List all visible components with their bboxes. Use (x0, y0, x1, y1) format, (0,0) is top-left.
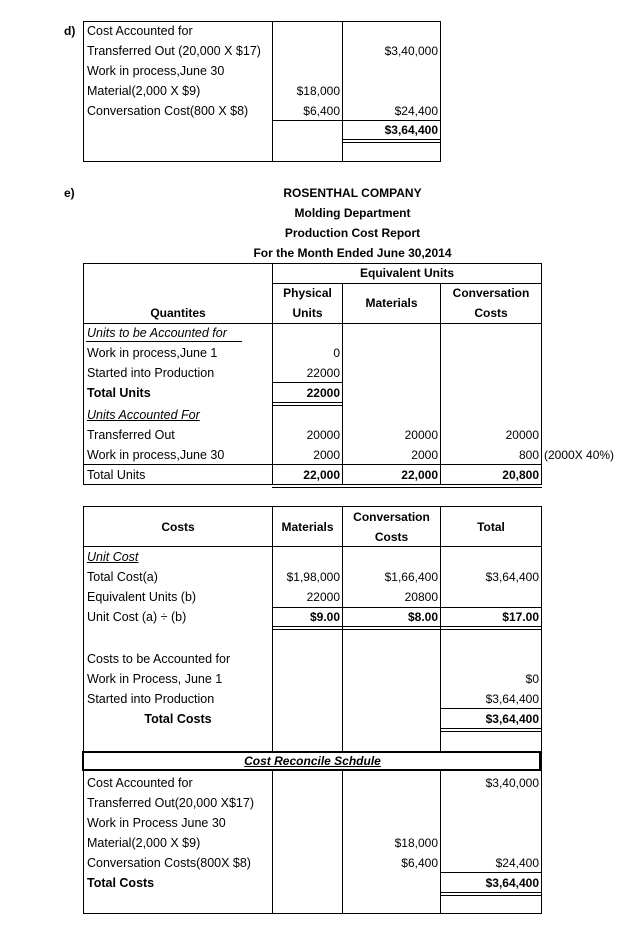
reconcile-title: Cost Reconcile Schdule (244, 754, 381, 768)
physical-value: 22,000 (303, 468, 340, 482)
costs-header: Costs (161, 520, 195, 534)
total-header: Total (477, 520, 505, 534)
total-value: $3,40,000 (485, 776, 539, 790)
physical-header-1: Physical (283, 286, 332, 300)
row-label: Work in process,June 30 (87, 448, 225, 462)
divider (541, 506, 542, 914)
conversion-header-2: Costs (474, 306, 508, 320)
row-label: Transferred Out (87, 428, 175, 442)
row-label: Work in Process, June 1 (87, 672, 223, 686)
divider (272, 629, 542, 630)
total-value: $3,64,400 (485, 692, 539, 706)
physical-value: 0 (333, 346, 340, 360)
divider (272, 405, 343, 406)
total-value: $0 (525, 672, 539, 686)
row-label: Total Units (87, 468, 146, 482)
row-label: Total Cost(a) (87, 570, 158, 584)
total-value: $3,64,400 (485, 712, 539, 726)
department-name: Molding Department (294, 206, 411, 220)
section-label: Units to be Accounted for (87, 326, 227, 340)
conversion-value: 20800 (404, 590, 438, 604)
total-value: $3,64,400 (485, 876, 539, 890)
part-d-label: d) (64, 24, 76, 38)
row-label: Costs to be Accounted for (87, 652, 231, 666)
row-label: Total Units (87, 386, 151, 400)
materials-value: $1,98,000 (286, 570, 340, 584)
row-label: Unit Cost (a) ÷ (b) (87, 610, 187, 624)
section-label: Unit Cost (87, 550, 139, 564)
materials-value: $9.00 (309, 610, 340, 624)
section-label: Units Accounted For (87, 408, 200, 422)
grand-total-value: $3,64,400 (384, 123, 438, 137)
divider (541, 263, 542, 485)
row-label: Work in process,June 30 (87, 64, 225, 78)
row-label: Conversation Costs(800X $8) (87, 856, 251, 870)
conversion-value: 800 (518, 448, 539, 462)
materials-value: 22,000 (401, 468, 438, 482)
material-value: $18,000 (296, 84, 340, 98)
divider (83, 21, 84, 162)
wip-total-value: $24,400 (394, 104, 438, 118)
divider (440, 731, 542, 732)
quantities-header: Quantites (150, 306, 206, 320)
divider (83, 546, 542, 547)
divider (83, 506, 542, 507)
row-label: Equivalent Units (b) (87, 590, 197, 604)
conversion-value: $18,000 (394, 836, 438, 850)
materials-header: Materials (365, 296, 418, 310)
conversion-note: (2000X 40%) (544, 448, 615, 462)
conversion-value: 20,800 (502, 468, 539, 482)
total-value: $24,400 (495, 856, 539, 870)
row-label: Started into Production (87, 366, 215, 380)
row-label: Cost Accounted for (87, 776, 193, 790)
conversion-value: $6,400 (303, 104, 340, 118)
row-label: Work in process,June 1 (87, 346, 218, 360)
conversion-value: $8.00 (407, 610, 438, 624)
divider (440, 21, 441, 162)
physical-value: 22000 (306, 386, 340, 400)
row-label: Started into Production (87, 692, 215, 706)
row-label: Material(2,000 X $9) (87, 836, 201, 850)
company-name: ROSENTHAL COMPANY (283, 186, 422, 200)
total-value: $17.00 (502, 610, 539, 624)
divider (342, 142, 441, 143)
materials-value: 20000 (404, 428, 438, 442)
physical-value: 20000 (306, 428, 340, 442)
divider (83, 161, 441, 162)
divider (272, 487, 542, 488)
row-label: Cost Accounted for (87, 24, 193, 38)
row-label: Total Costs (144, 712, 212, 726)
divider (440, 895, 542, 896)
conversion-value: $6,400 (401, 856, 438, 870)
conversion-header-2: Costs (374, 530, 409, 544)
materials-value: 22000 (306, 590, 340, 604)
row-label: Work in Process June 30 (87, 816, 226, 830)
conversion-header-1: Conversation (353, 510, 430, 524)
materials-header: Materials (281, 520, 334, 534)
row-label: Conversation Cost(800 X $8) (87, 104, 249, 118)
total-value: $3,64,400 (485, 570, 539, 584)
row-label: Material(2,000 X $9) (87, 84, 201, 98)
physical-value: 22000 (306, 366, 340, 380)
divider (83, 263, 84, 485)
report-name: Production Cost Report (284, 226, 421, 240)
physical-value: 2000 (313, 448, 340, 462)
transferred-out-value: $3,40,000 (384, 44, 438, 58)
equivalent-units-header: Equivalent Units (359, 266, 454, 280)
divider (83, 913, 542, 914)
report-period: For the Month Ended June 30,2014 (253, 246, 452, 260)
materials-value: 2000 (411, 448, 438, 462)
part-e-label: e) (64, 186, 75, 200)
conversion-value: 20000 (505, 428, 539, 442)
row-label: Total Costs (87, 876, 155, 890)
row-label: Transferred Out (20,000 X $17) (87, 44, 261, 58)
conversion-value: $1,66,400 (384, 570, 438, 584)
physical-header-2: Units (292, 306, 323, 320)
conversion-header-1: Conversation (452, 286, 530, 300)
row-label: Transferred Out(20,000 X$17) (87, 796, 254, 810)
